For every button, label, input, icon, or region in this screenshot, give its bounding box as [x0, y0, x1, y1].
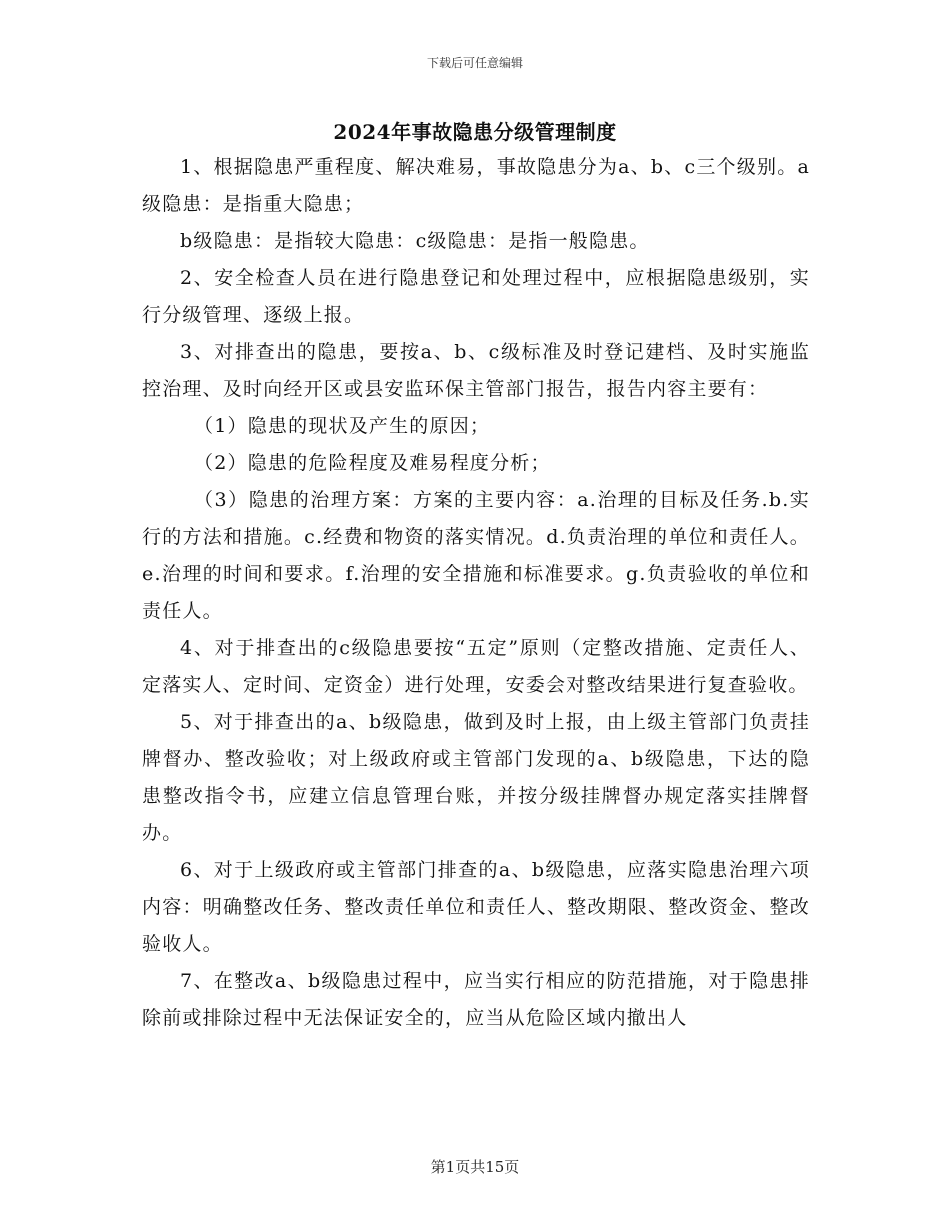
paragraph-1: 1、根据隐患严重程度、解决难易，事故隐患分为a、b、c三个级别。a级隐患：是指重大隐患；: [142, 156, 810, 215]
list-item-2: （2）隐患的危险程度及难易程度分析；: [194, 452, 551, 474]
paragraph-6: 6、对于上级政府或主管部门排查的a、b级隐患，应落实隐患治理六项内容：明确整改任务、整改责任单位和责任人、整改期限、整改资金、整改验收人。: [142, 859, 810, 955]
paragraph-2: 2、安全检查人员在进行隐患登记和处理过程中，应根据隐患级别，实行分级管理、逐级上报。: [142, 267, 810, 326]
document-title: 2024年事故隐患分级管理制度: [333, 120, 617, 144]
page-number: 第1页共15页: [430, 1158, 520, 1176]
header-note: 下载后可任意编辑: [426, 56, 523, 70]
paragraph-5: 5、对于排查出的a、b级隐患，做到及时上报，由上级主管部门负责挂牌督办、整改验收；对上级政府或主管部门发现的a、b级隐患，下达的隐患整改指令书，应建立信息管理台账，并按分级挂牌督办规定落实挂牌督办。: [142, 711, 810, 844]
paragraph-3: 3、对排查出的隐患，要按a、b、c级标准及时登记建档、及时实施监控治理、及时向经开区或县安监环保主管部门报告，报告内容主要有：: [142, 341, 810, 400]
paragraph-7: 7、在整改a、b级隐患过程中，应当实行相应的防范措施，对于隐患排除前或排除过程中无法保证安全的，应当从危险区域内撤出人: [142, 970, 810, 1029]
list-item-1: （1）隐患的现状及产生的原因；: [194, 415, 491, 437]
list-item-3: （3）隐患的治理方案：方案的主要内容：a.治理的目标及任务.b.实行的方法和措施。c.经费和物资的落实情况。d.负责治理的单位和责任人。e.治理的时间和要求。f.治理的安全措施和标准要求。g.负责验收的单位和责任人。: [142, 489, 810, 622]
paragraph-4: 4、对于排查出的c级隐患要按“五定”原则（定整改措施、定责任人、定落实人、定时间、定资金）进行处理，安委会对整改结果进行复查验收。: [142, 637, 810, 696]
paragraph-1-continued: b级隐患：是指较大隐患：c级隐患：是指一般隐患。: [180, 230, 650, 252]
document-body: [142, 149, 810, 1037]
